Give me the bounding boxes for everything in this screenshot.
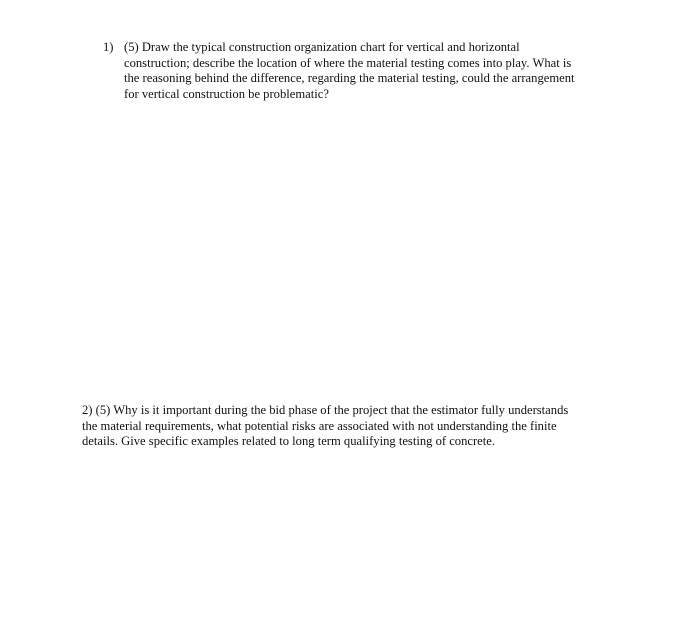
question-2-line: 2) (5) Why is it important during the bid phase of the project that the estimator fully understands [82, 403, 569, 417]
question-2 [82, 403, 642, 450]
question-1-line: the reasoning behind the difference, regarding the material testing, could the arrangement [124, 71, 575, 85]
question-1-text [124, 40, 633, 102]
question-1-line: construction; describe the location of where the material testing comes into play. What is [124, 55, 572, 70]
question-1-line: (5) Draw the typical construction organization chart for vertical and horizontal [124, 40, 520, 54]
question-2-line: details. Give specific examples related to long term qualifying testing of concrete. [82, 434, 496, 448]
question-1 [103, 40, 633, 102]
question-2-line: the material requirements, what potential risks are associated with not understanding the finite [82, 418, 557, 433]
question-1-number: 1) [103, 40, 114, 54]
question-1-line: for vertical construction be problematic? [124, 86, 329, 101]
